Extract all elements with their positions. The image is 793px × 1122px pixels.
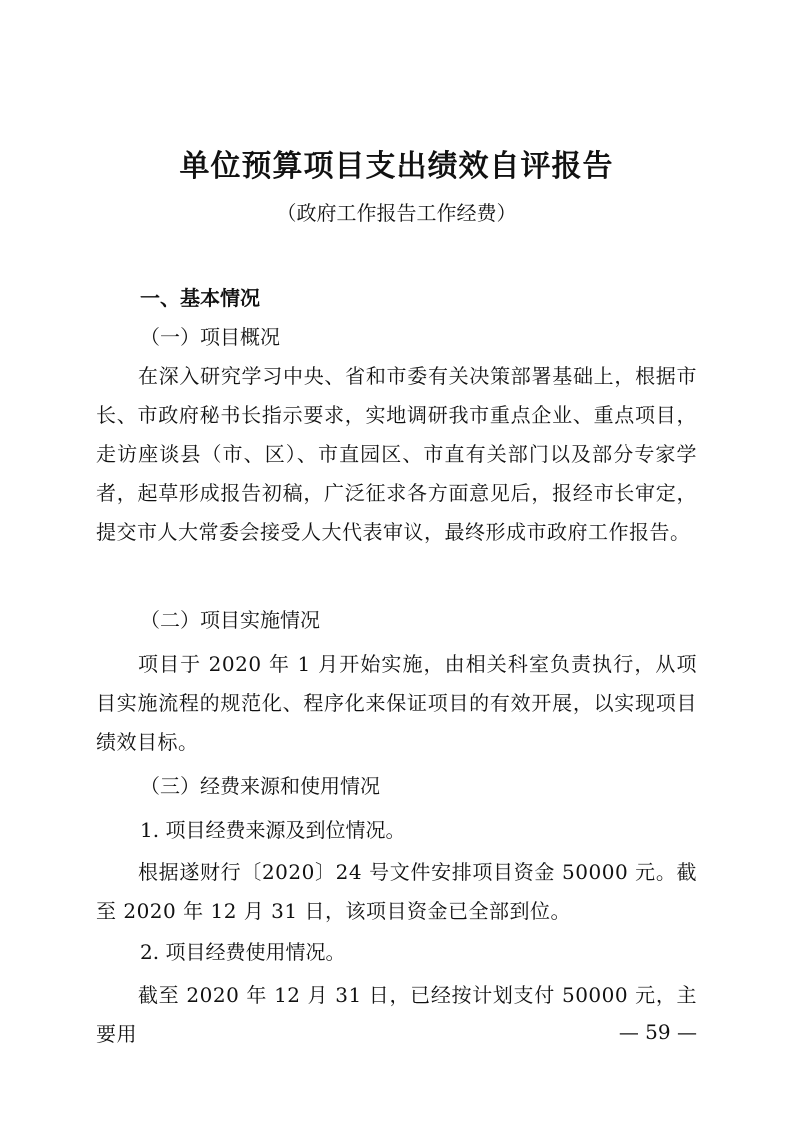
page-number: — 59 —: [618, 1020, 697, 1044]
subsection-heading-funding: （三）经费来源和使用情况: [140, 774, 380, 798]
item-funding-source-title: 1. 项目经费来源及到位情况。: [140, 818, 406, 842]
subsection-heading-implementation: （二）项目实施情况: [140, 608, 320, 632]
subsection-heading-project-overview: （一）项目概况: [140, 325, 280, 349]
document-title: 单位预算项目支出绩效自评报告: [179, 149, 614, 184]
paragraph-funding-usage: 截至 2020 年 12 月 31 日，已经按计划支付 50000 元，主要用: [96, 983, 697, 1046]
item-funding-usage-title: 2. 项目经费使用情况。: [140, 940, 346, 964]
paragraph-project-overview: 在深入研究学习中央、省和市委有关决策部署基础上，根据市长、市政府秘书长指示要求，实地调研我市重点企业、重点项目，走访座谈县（市、区）、市直园区、市直有关部门以及部分专家学者，起草形成报告初稿，广泛征求各方面意见后，报经市长审定，提交市人大常委会接受人大代表审议，最终形成市政府工作报告。: [96, 364, 697, 544]
paragraph-implementation: 项目于 2020 年 1 月开始实施，由相关科室负责执行，从项目实施流程的规范化、程序化来保证项目的有效开展，以实现项目绩效目标。: [96, 652, 697, 754]
document-subtitle: （政府工作报告工作经费）: [276, 201, 517, 225]
paragraph-funding-source: 根据遂财行〔2020〕24 号文件安排项目资金 50000 元。截至 2020 年 12 月 31 日，该项目资金已全部到位。: [96, 860, 697, 923]
section-heading-basic-info: 一、基本情况: [140, 286, 260, 310]
